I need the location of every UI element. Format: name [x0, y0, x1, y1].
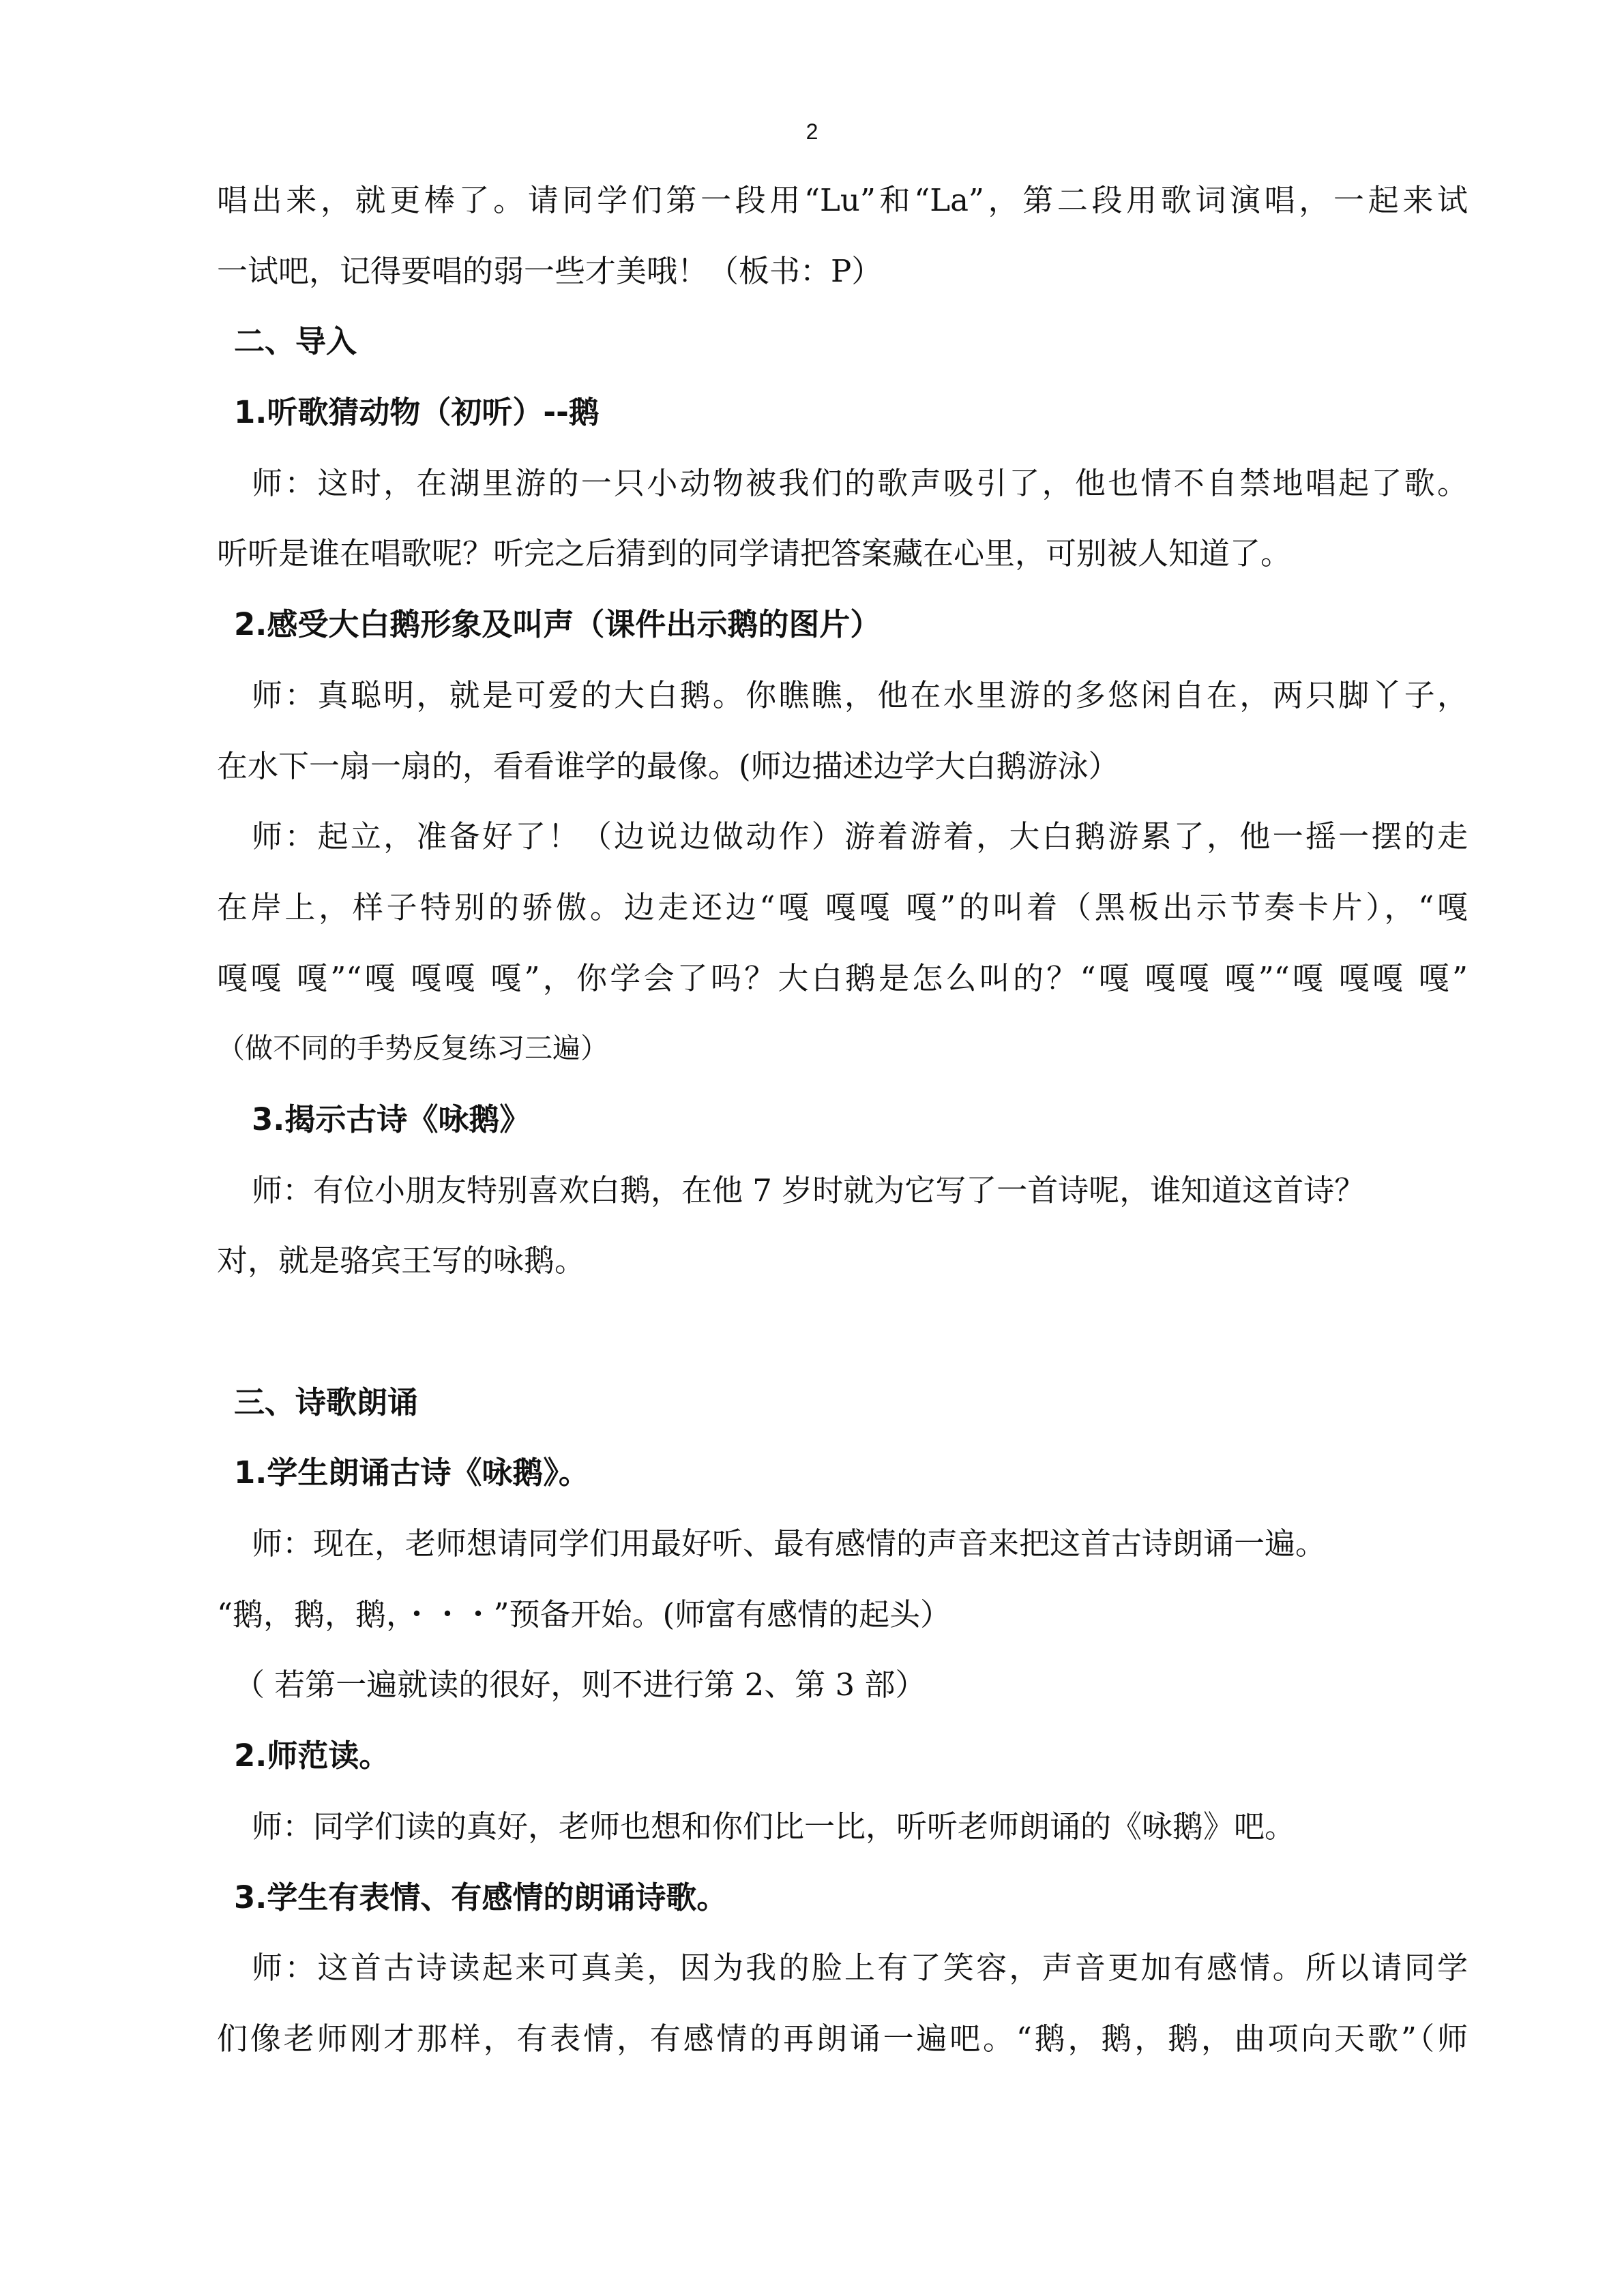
section-introduction: [217, 306, 1468, 1296]
text-line: 师：这时，在湖里游的一只小动物被我们的歌声吸引了，他也情不自禁地唱起了歌。: [252, 464, 1468, 501]
subsection-title: 1.学生朗诵古诗《咏鹅》。: [234, 1455, 589, 1491]
text-line: 听听是谁在唱歌呢？听完之后猜到的同学请把答案藏在心里，可别被人知道了。: [217, 535, 1292, 572]
text-line: （做不同的手势反复练习三遍）: [217, 1032, 608, 1065]
text-line: 对，就是骆宾王写的咏鹅。: [217, 1242, 586, 1279]
subsection-title: 3.学生有表情、有感情的朗诵诗歌。: [234, 1879, 728, 1915]
subsection: [217, 1437, 1468, 1720]
section-poetry-recitation: [217, 1367, 1468, 2074]
subsection-title: 2.师范读。: [234, 1738, 390, 1774]
page-number: 2: [806, 119, 818, 144]
text-line: 师：现在，老师想请同学们用最好听、最有感情的声音来把这首古诗朗诵一遍。: [252, 1525, 1327, 1562]
subsection-title: 2.感受大白鹅形象及叫声（课件出示鹅的图片）: [234, 606, 881, 643]
text-line: 唱出来，就更棒了。请同学们第一段用“Lu”和“La”，第二段用歌词演唱，一起来试: [217, 182, 1468, 218]
text-line: 师：这首古诗读起来可真美，因为我的脸上有了笑容，声音更加有感情。所以请同学: [252, 1950, 1468, 1986]
subsection: [217, 1862, 1468, 2074]
section-heading: 二、导入: [234, 323, 357, 360]
text-line: 在水下一扇一扇的，看看谁学的最像。(师边描述边学大白鹅游泳）: [217, 747, 1119, 784]
subsection: [217, 1720, 1468, 1862]
subsection: [217, 1084, 1468, 1296]
subsection: [217, 589, 1468, 1084]
text-line: 师：起立，准备好了！（边说边做动作）游着游着，大白鹅游累了，他一摇一摆的走: [252, 818, 1468, 855]
text-line: “鹅，鹅，鹅，・・・”预备开始。(师富有感情的起头）: [217, 1596, 951, 1632]
blank-line: [217, 1296, 1468, 1367]
text-line: 一试吧，记得要唱的弱一些才美哦！（板书：P）: [217, 252, 883, 289]
text-line: 在岸上，样子特别的骄傲。边走还边“嘎 嘎嘎 嘎”的叫着（黑板出示节奏卡片），“嘎: [217, 889, 1468, 925]
text-line: 师：有位小朋友特别喜欢白鹅，在他 7 岁时就为它写了一首诗呢，谁知道这首诗？: [252, 1172, 1365, 1208]
subsection-title: 3.揭示古诗《咏鹅》: [252, 1101, 531, 1137]
continued-paragraph: [217, 165, 1468, 306]
subsection: [217, 377, 1468, 589]
text-line: 师：真聪明，就是可爱的大白鹅。你瞧瞧，他在水里游的多悠闲自在，两只脚丫子，: [252, 676, 1468, 713]
text-line: 师：同学们读的真好，老师也想和你们比一比，听听老师朗诵的《咏鹅》吧。: [252, 1808, 1296, 1845]
document-body: [217, 165, 1468, 2074]
subsection-title: 1.听歌猜动物（初听）--鹅: [234, 394, 600, 431]
section-heading: 三、诗歌朗诵: [234, 1384, 419, 1420]
text-line: 们像老师刚才那样，有表情，有感情的再朗诵一遍吧。“鹅，鹅，鹅，曲项向天歌”（师: [217, 2020, 1468, 2057]
text-line: 嘎嘎 嘎”“嘎 嘎嘎 嘎”，你学会了吗？大白鹅是怎么叫的？“嘎 嘎嘎 嘎”“嘎 嘎嘎 嘎”: [217, 959, 1468, 996]
text-line: （ 若第一遍就读的很好，则不进行第 2、第 3 部）: [234, 1667, 926, 1703]
